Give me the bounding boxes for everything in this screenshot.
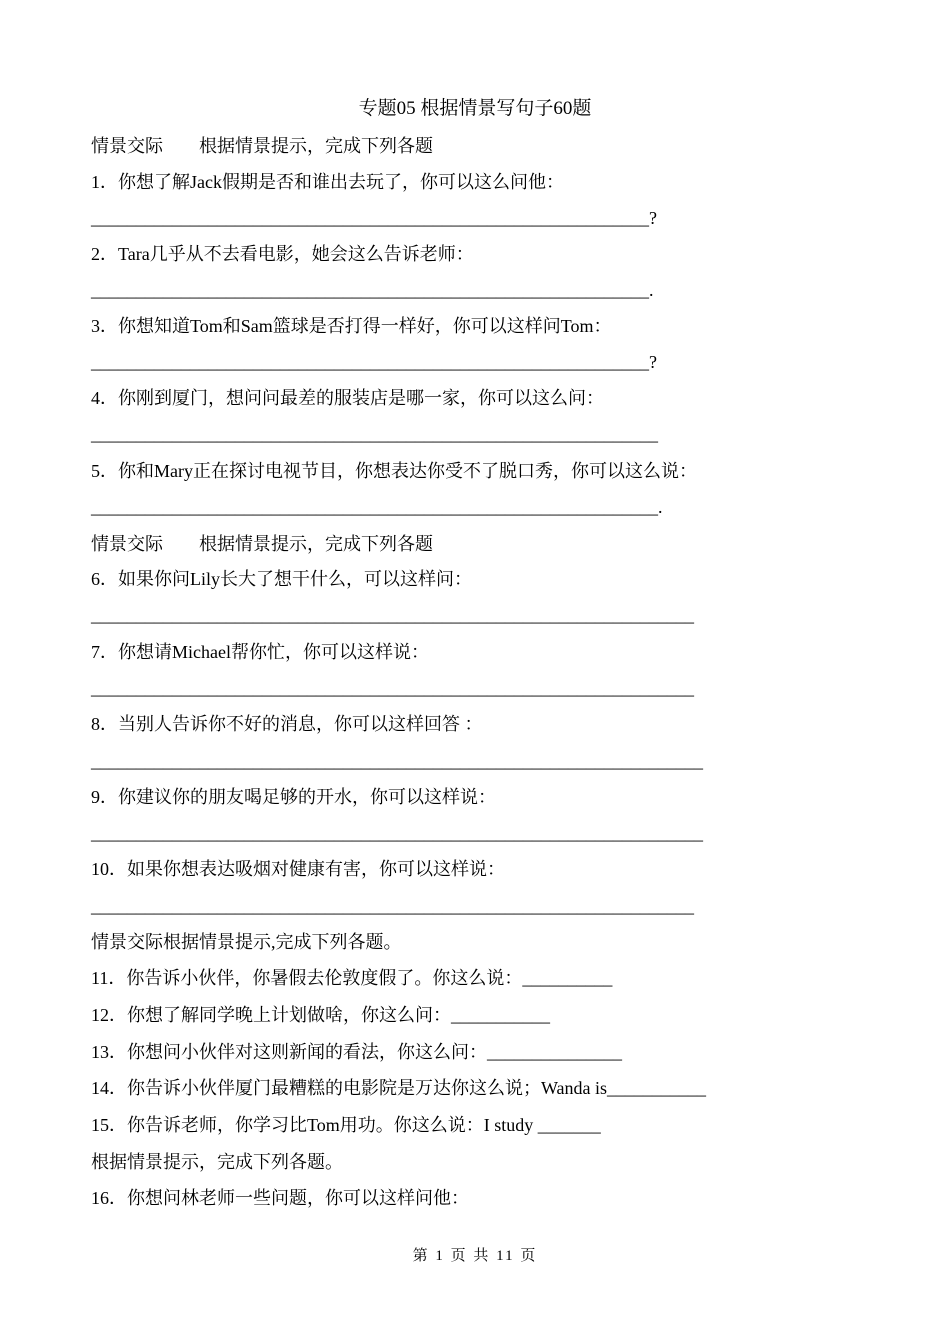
question-text: 2．Tara几乎从不去看电影，她会这么告诉老师： [91, 244, 474, 264]
question-text: 12．你想了解同学晚上计划做啥，你这么问：___________ [91, 1005, 550, 1025]
answer-blank: _______________________________________________________________. [91, 497, 663, 517]
question-text: 1．你想了解Jack假期是否和谁出去玩了，你可以这么问他： [91, 172, 564, 192]
question-text: 8．当别人告诉你不好的消息，你可以这样回答 ： [91, 714, 483, 734]
question-text: 10．如果你想表达吸烟对健康有害，你可以这样说： [91, 859, 505, 879]
answer-blank: ___________________________________________________________________ [91, 678, 694, 698]
question-text: 14．你告诉小伙伴厦门最糟糕的电影院是万达你这么说；Wanda is___________ [91, 1078, 707, 1098]
document-title: 专题05 根据情景写句子60题 [358, 98, 592, 119]
answer-blank: _______________________________________________________________ [91, 424, 658, 444]
question-text: 9．你建议你的朋友喝足够的开水，你可以这样说： [91, 787, 496, 807]
section-heading: 情景交际根据情景提示,完成下列各题。 [91, 932, 402, 952]
answer-blank: ____________________________________________________________________ [91, 823, 703, 843]
question-text: 3．你想知道Tom和Sam篮球是否打得一样好，你可以这样问Tom： [91, 316, 612, 336]
page-footer: 第 1 页 共 11 页 [412, 1248, 538, 1264]
question-text: 7．你想请Michael帮你忙，你可以这样说： [91, 642, 429, 662]
answer-blank: ______________________________________________________________? [91, 208, 657, 228]
question-text: 15．你告诉老师，你学习比Tom用功。你这么说：I study _______ [91, 1115, 601, 1135]
question-text: 11．你告诉小伙伴，你暑假去伦敦度假了。你这么说：__________ [91, 968, 613, 988]
answer-blank: ____________________________________________________________________ [91, 751, 703, 771]
section-heading: 情景交际 根据情景提示，完成下列各题 [91, 136, 433, 156]
question-text: 16．你想问林老师一些问题，你可以这样问他： [91, 1188, 469, 1208]
answer-blank: ___________________________________________________________________ [91, 896, 694, 916]
section-heading: 情景交际 根据情景提示，完成下列各题 [91, 534, 433, 554]
question-text: 6．如果你问Lily长大了想干什么，可以这样问： [91, 569, 472, 589]
question-text: 5．你和Mary正在探讨电视节目，你想表达你受不了脱口秀，你可以这么说： [91, 461, 697, 481]
question-text: 4．你刚到厦门，想问问最差的服装店是哪一家，你可以这么问： [91, 388, 604, 408]
answer-blank: ___________________________________________________________________ [91, 605, 694, 625]
answer-blank: ______________________________________________________________? [91, 352, 657, 372]
section-heading: 根据情景提示，完成下列各题。 [91, 1152, 343, 1172]
question-text: 13．你想问小伙伴对这则新闻的看法，你这么问：_______________ [91, 1042, 622, 1062]
answer-blank: ______________________________________________________________. [91, 280, 654, 300]
